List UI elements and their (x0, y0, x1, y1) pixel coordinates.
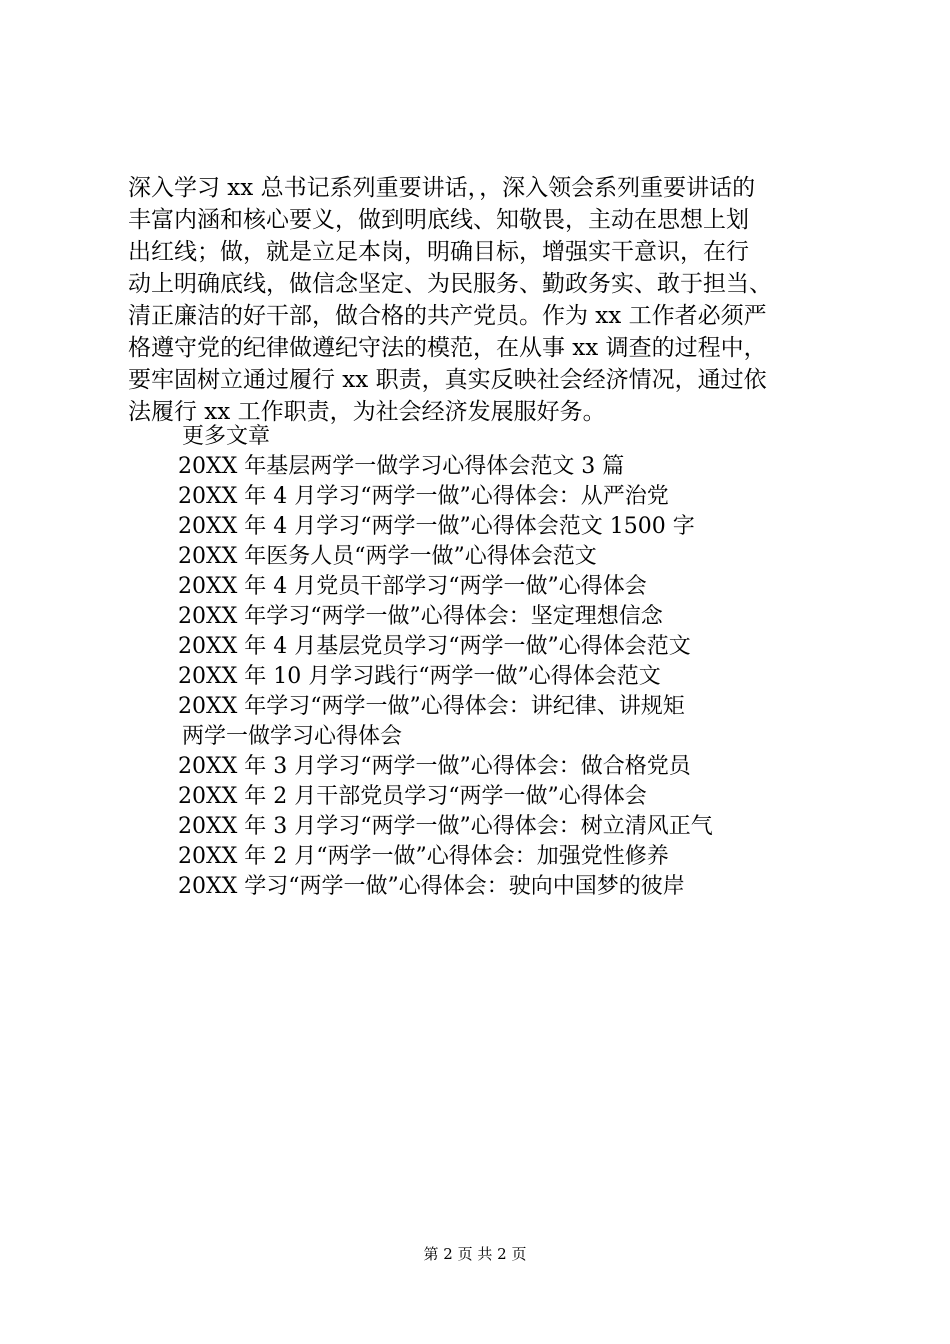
paragraph-line: 动上明确底线，做信念坚定、为民服务、勤政务实、敢于担当、 (128, 271, 772, 297)
paragraph-line: 要牢固树立通过履行 xx 职责，真实反映社会经济情况，通过依 (128, 367, 767, 393)
article-link[interactable]: 20XX 年基层两学一做学习心得体会范文 3 篇 (178, 454, 625, 479)
more-articles-heading: 更多文章 (182, 424, 271, 449)
article-link[interactable]: 20XX 年 2 月干部党员学习“两学一做”心得体会 (178, 784, 647, 809)
article-link[interactable]: 20XX 年 2 月“两学一做”心得体会：加强党性修养 (178, 844, 669, 869)
article-link[interactable]: 20XX 年 4 月学习“两学一做”心得体会：从严治党 (178, 484, 669, 509)
paragraph-line: 丰富内涵和核心要义，做到明底线、知敬畏，主动在思想上划 (128, 207, 749, 233)
paragraph-line: 出红线；做，就是立足本岗，明确目标，增强实干意识，在行 (128, 239, 749, 265)
body-paragraph (128, 172, 828, 428)
more-articles-list (178, 422, 818, 902)
paragraph-line: 深入学习 xx 总书记系列重要讲话，，深入领会系列重要讲话的 (128, 175, 756, 201)
page-number-footer: 第 2 页 共 2 页 (423, 1245, 527, 1263)
article-link[interactable]: 20XX 年 3 月学习“两学一做”心得体会：树立清风正气 (178, 814, 713, 839)
article-link[interactable]: 20XX 年 4 月党员干部学习“两学一做”心得体会 (178, 574, 647, 599)
article-link[interactable]: 20XX 年医务人员“两学一做”心得体会范文 (178, 544, 597, 569)
article-link[interactable]: 两学一做学习心得体会 (182, 724, 403, 749)
article-link[interactable]: 20XX 学习“两学一做”心得体会：驶向中国梦的彼岸 (178, 874, 685, 899)
paragraph-line: 清正廉洁的好干部，做合格的共产党员。作为 xx 工作者必须严 (128, 303, 767, 329)
article-link[interactable]: 20XX 年 4 月学习“两学一做”心得体会范文 1500 字 (178, 514, 695, 539)
article-link[interactable]: 20XX 年 4 月基层党员学习“两学一做”心得体会范文 (178, 634, 691, 659)
article-link[interactable]: 20XX 年学习“两学一做”心得体会：坚定理想信念 (178, 604, 663, 629)
article-link[interactable]: 20XX 年学习“两学一做”心得体会：讲纪律、讲规矩 (178, 694, 685, 719)
article-link[interactable]: 20XX 年 10 月学习践行“两学一做”心得体会范文 (178, 664, 661, 689)
paragraph-line: 格遵守党的纪律做遵纪守法的模范，在从事 xx 调查的过程中， (128, 335, 767, 361)
article-link[interactable]: 20XX 年 3 月学习“两学一做”心得体会：做合格党员 (178, 754, 691, 779)
paragraph-line: 法履行 xx 工作职责，为社会经济发展服好务。 (128, 399, 606, 425)
